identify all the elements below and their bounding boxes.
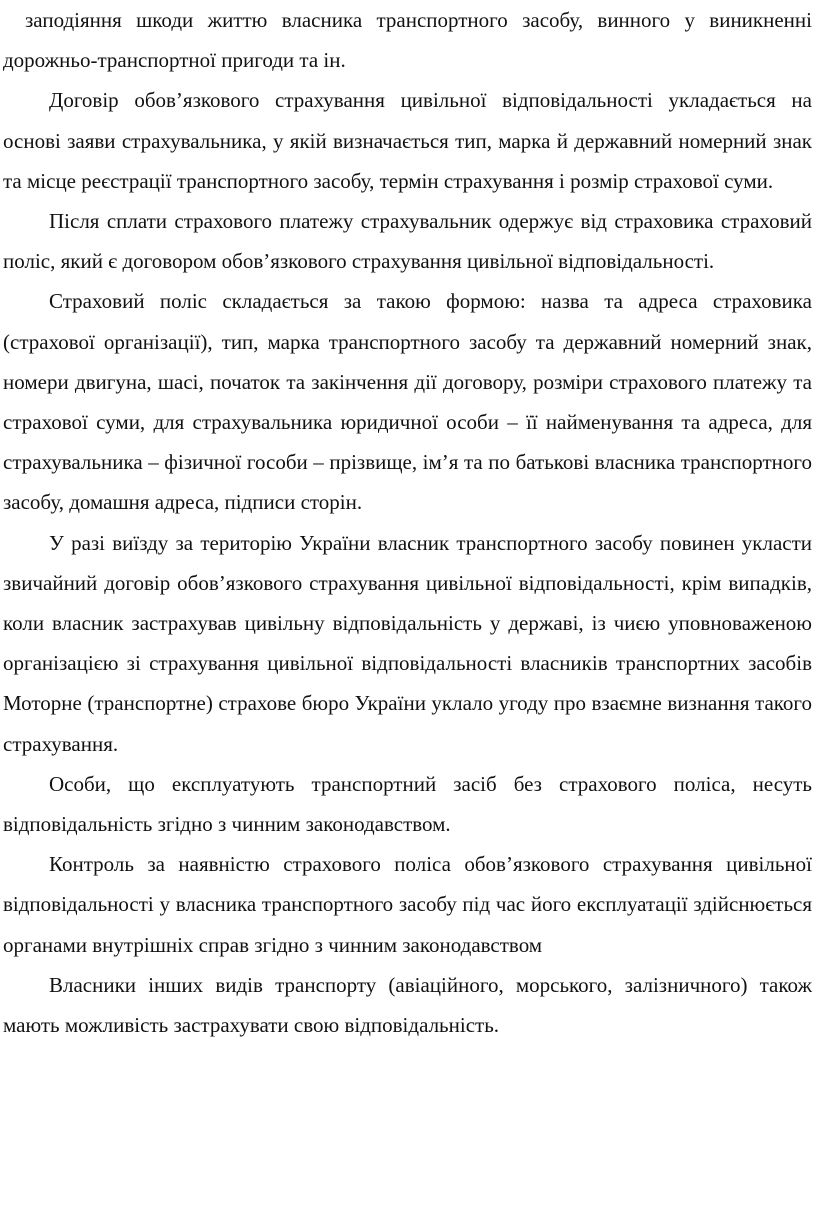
- paragraph-continuation: заподіяння шкоди життю власника транспортного засобу, винного у виникненні дорожньо-транспортної пригоди та ін.: [3, 8, 812, 73]
- paragraph-other-transport: Власники інших видів транспорту (авіаційного, морського, залізничного) також мають можливість застрахувати свою відповідальність.: [3, 972, 812, 1038]
- paragraph-travel-abroad: У разі виїзду за територію України власник транспортного засобу повинен укласти звичайний договір обов’язкового страхування цивільної відповідальності, крім випадків, коли власник застрахував цивільну відповідальність у державі, із чиєю уповноваженою організацією зі страхування цивільної відповідальності власників транспортних засобів Моторне (транспортне) страхове бюро України уклало угоду про взаємне визнання такого страхування.: [3, 530, 812, 756]
- paragraph-liability: Особи, що експлуатують транспортний засіб без страхового поліса, несуть відповідальність згідно з чинним законодавством.: [3, 771, 812, 837]
- paragraph-policy-issuance: Після сплати страхового платежу страхувальник одержує від страховика страховий поліс, який є договором обов’язкового страхування цивільної відповідальності.: [3, 209, 812, 274]
- paragraph-contract-basis: Договір обов’язкового страхування цивільної відповідальності укладається на основі заяви страхувальника, у якій визначається тип, марка й державний номерний знак та місце реєстрації транспортного засобу, термін страхування і розмір страхової суми.: [3, 88, 812, 193]
- paragraph-policy-form: Страховий поліс складається за такою формою: назва та адреса страховика (страхової організації), тип, марка транспортного засобу та державний номерний знак, номери двигуна, шасі, початок та закінчення дії договору, розміри страхового платежу та страхової суми, для страхувальника юридичної особи – її найменування та адреса, для страхувальника – фізичної гособи – прізвище, ім’я та по батькові власника транспортного засобу, домашня адреса, підписи сторін.: [3, 289, 812, 515]
- paragraph-control: Контроль за наявністю страхового поліса обов’язкового страхування цивільної відповідальності у власника транспортного засобу під час його експлуатації здійснюється органами внутрішніх справ згідно з чинним законодавством: [3, 852, 812, 957]
